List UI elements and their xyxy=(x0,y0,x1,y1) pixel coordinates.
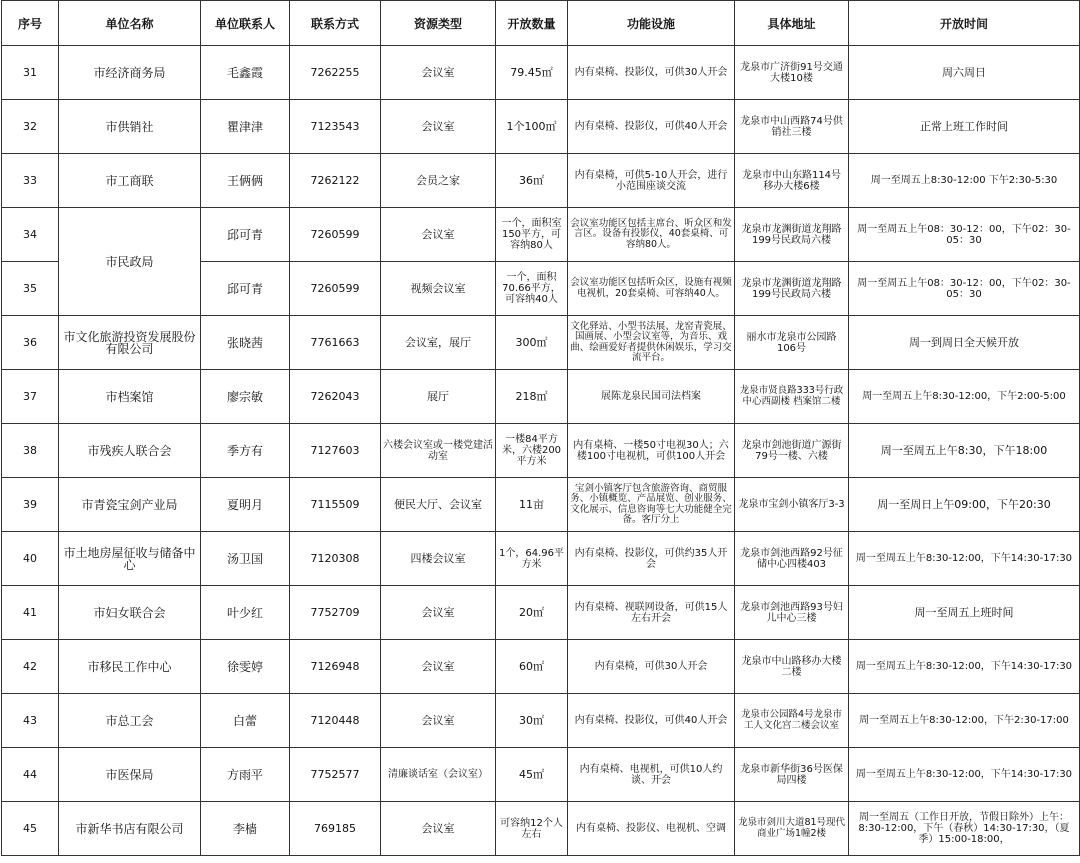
header-contact: 单位联系人 xyxy=(201,1,290,46)
table-row xyxy=(2,316,1080,370)
header-hours: 开放时间 xyxy=(849,1,1080,46)
row-qty: 300㎡ xyxy=(496,316,568,370)
row-hours: 周六周日 xyxy=(849,46,1080,100)
row-phone: 7120308 xyxy=(290,532,381,586)
row-no: 41 xyxy=(2,586,59,640)
row-phone: 7752577 xyxy=(290,748,381,802)
row-type: 会议室 xyxy=(381,208,496,262)
row-hours: 周一至周五上午08：30-12：00，下午02：30-05：30 xyxy=(849,262,1080,316)
row-address: 龙泉市剑池西路92号征储中心四楼403 xyxy=(735,532,849,586)
table-row xyxy=(2,532,1080,586)
row-hours: 周一至周五上8:30-12:00 下午2:30-5:30 xyxy=(849,154,1080,208)
row-unit: 市医保局 xyxy=(59,748,201,802)
table-row xyxy=(2,478,1080,532)
row-facility: 宝剑小镇客厅包含旅游咨询、商贸服务、小镇概览、产品展览、创业服务、文化展示、信息咨询等七大功能健全完备。客厅分上 xyxy=(568,478,735,532)
row-phone: 7115509 xyxy=(290,478,381,532)
table-row xyxy=(2,424,1080,478)
row-unit: 市妇女联合会 xyxy=(59,586,201,640)
row-address: 龙泉市贤良路333号行政中心西副楼 档案馆二楼 xyxy=(735,370,849,424)
header-facility: 功能设施 xyxy=(568,1,735,46)
row-address: 龙泉市中山路移办大楼二楼 xyxy=(735,640,849,694)
row-hours: 周一至周五上午8:30，下午18:00 xyxy=(849,424,1080,478)
row-hours: 周一至周日上午09:00，下午20:30 xyxy=(849,478,1080,532)
row-qty: 1个100㎡ xyxy=(496,100,568,154)
header-phone: 联系方式 xyxy=(290,1,381,46)
row-phone: 7260599 xyxy=(290,262,381,316)
row-type: 会议室，展厅 xyxy=(381,316,496,370)
header-unit: 单位名称 xyxy=(59,1,201,46)
row-no: 31 xyxy=(2,46,59,100)
row-hours: 周一至周五上班时间 xyxy=(849,586,1080,640)
row-hours: 正常上班工作时间 xyxy=(849,100,1080,154)
row-unit: 市土地房屋征收与储备中心 xyxy=(59,532,201,586)
row-unit: 市工商联 xyxy=(59,154,201,208)
row-qty: 1个，64.96平方米 xyxy=(496,532,568,586)
row-qty: 36㎡ xyxy=(496,154,568,208)
row-hours: 周一至周五上午8:30-12:00，下午2:00-5:00 xyxy=(849,370,1080,424)
row-no: 35 xyxy=(2,262,59,316)
row-address: 龙泉市中山西路74号供销社三楼 xyxy=(735,100,849,154)
row-type: 会议室 xyxy=(381,100,496,154)
header-row xyxy=(2,1,1080,46)
row-contact: 叶少红 xyxy=(201,586,290,640)
row-type: 会议室 xyxy=(381,586,496,640)
row-qty: 一个，面积室150平方，可容纳80人 xyxy=(496,208,568,262)
row-qty: 一楼84平方米，六楼200平方米 xyxy=(496,424,568,478)
row-qty: 30㎡ xyxy=(496,694,568,748)
row-facility: 会议室功能区包括听众区，设施有视频电视机，20套桌椅、可容纳40人。 xyxy=(568,262,735,316)
row-phone: 7752709 xyxy=(290,586,381,640)
row-no: 36 xyxy=(2,316,59,370)
row-address: 龙泉市宝剑小镇客厅3-3 xyxy=(735,478,849,532)
row-no: 34 xyxy=(2,208,59,262)
row-type: 视频会议室 xyxy=(381,262,496,316)
row-phone: 7127603 xyxy=(290,424,381,478)
row-address: 丽水市龙泉市公园路106号 xyxy=(735,316,849,370)
row-contact: 徐雯婷 xyxy=(201,640,290,694)
row-no: 42 xyxy=(2,640,59,694)
row-address: 龙泉市公园路4号龙泉市工人文化宫二楼会议室 xyxy=(735,694,849,748)
row-unit: 市供销社 xyxy=(59,100,201,154)
row-type: 六楼会议室或一楼党建活动室 xyxy=(381,424,496,478)
row-contact: 邱可青 xyxy=(201,262,290,316)
row-phone: 7262255 xyxy=(290,46,381,100)
table-row xyxy=(2,100,1080,154)
row-phone: 7262122 xyxy=(290,154,381,208)
table-row xyxy=(2,694,1080,748)
row-hours: 周一至周五上午08：30-12：00，下午02：30-05：30 xyxy=(849,208,1080,262)
row-phone: 769185 xyxy=(290,802,381,856)
row-unit: 市经济商务局 xyxy=(59,46,201,100)
row-phone: 7761663 xyxy=(290,316,381,370)
row-contact: 汤卫国 xyxy=(201,532,290,586)
row-type: 会议室 xyxy=(381,46,496,100)
row-facility: 内有桌椅、投影仪，可供40人开会 xyxy=(568,694,735,748)
row-address: 龙泉市新华街36号医保局四楼 xyxy=(735,748,849,802)
row-hours: 周一至周五上午8:30-12:00，下午2:30-17:00 xyxy=(849,694,1080,748)
row-facility: 内有桌椅、一楼50寸电视30人；六楼100寸电视机，可供100人开会 xyxy=(568,424,735,478)
row-type: 会议室 xyxy=(381,802,496,856)
row-unit: 市残疾人联合会 xyxy=(59,424,201,478)
row-qty: 可容纳12个人左右 xyxy=(496,802,568,856)
row-type: 四楼会议室 xyxy=(381,532,496,586)
row-type: 会员之家 xyxy=(381,154,496,208)
row-contact: 瞿津津 xyxy=(201,100,290,154)
row-contact: 王俩俩 xyxy=(201,154,290,208)
row-unit: 市总工会 xyxy=(59,694,201,748)
row-facility: 内有桌椅、投影仪，可供约35人开会 xyxy=(568,532,735,586)
header-no: 序号 xyxy=(2,1,59,46)
row-no: 39 xyxy=(2,478,59,532)
row-type: 展厅 xyxy=(381,370,496,424)
row-address: 龙泉市中山东路114号移办大楼6楼 xyxy=(735,154,849,208)
row-qty: 11亩 xyxy=(496,478,568,532)
row-hours: 周一到周日全天候开放 xyxy=(849,316,1080,370)
row-contact: 夏明月 xyxy=(201,478,290,532)
row-type: 会议室 xyxy=(381,694,496,748)
row-address: 龙泉市龙渊街道龙翔路199号民政局六楼 xyxy=(735,262,849,316)
row-contact: 季方有 xyxy=(201,424,290,478)
row-address: 龙泉市广济街91号交通大楼10楼 xyxy=(735,46,849,100)
row-unit: 市文化旅游投资发展股份有限公司 xyxy=(59,316,201,370)
row-facility: 内有桌椅、投影仪、电视机、空调 xyxy=(568,802,735,856)
row-phone: 7262043 xyxy=(290,370,381,424)
row-facility: 内有桌椅，可供5-10人开会，进行小范围座谈交流 xyxy=(568,154,735,208)
row-qty: 45㎡ xyxy=(496,748,568,802)
header-qty: 开放数量 xyxy=(496,1,568,46)
row-qty: 20㎡ xyxy=(496,586,568,640)
table-row xyxy=(2,802,1080,856)
row-no: 40 xyxy=(2,532,59,586)
table-row xyxy=(2,154,1080,208)
row-no: 38 xyxy=(2,424,59,478)
row-phone: 7120448 xyxy=(290,694,381,748)
row-no: 37 xyxy=(2,370,59,424)
row-unit: 市移民工作中心 xyxy=(59,640,201,694)
header-address: 具体地址 xyxy=(735,1,849,46)
table-row xyxy=(2,586,1080,640)
row-hours: 周一至周五上午8:30-12:00，下午14:30-17:30 xyxy=(849,748,1080,802)
row-address: 龙泉市剑池街道广源街79号一楼、六楼 xyxy=(735,424,849,478)
row-contact: 邱可青 xyxy=(201,208,290,262)
table-row xyxy=(2,640,1080,694)
row-facility: 内有桌椅，可供30人开会 xyxy=(568,640,735,694)
row-contact: 廖宗敏 xyxy=(201,370,290,424)
row-qty: 79.45㎡ xyxy=(496,46,568,100)
row-qty: 一个，面积70.66平方，可容纳40人 xyxy=(496,262,568,316)
row-type: 会议室 xyxy=(381,640,496,694)
row-qty: 60㎡ xyxy=(496,640,568,694)
row-address: 龙泉市龙渊街道龙翔路199号民政局六楼 xyxy=(735,208,849,262)
row-address: 龙泉市剑川大道81号现代商业广场1幢2楼 xyxy=(735,802,849,856)
row-no: 44 xyxy=(2,748,59,802)
table-row xyxy=(2,370,1080,424)
header-type: 资源类型 xyxy=(381,1,496,46)
row-facility: 会议室功能区包括主席台、听众区和发言区。设备有投影仪，40套桌椅、可容纳80人。 xyxy=(568,208,735,262)
table-row xyxy=(2,208,1080,262)
row-unit: 市民政局 xyxy=(59,208,201,316)
row-contact: 李樯 xyxy=(201,802,290,856)
row-unit: 市档案馆 xyxy=(59,370,201,424)
row-no: 32 xyxy=(2,100,59,154)
row-facility: 内有桌椅、视联网设备，可供15人左右开会 xyxy=(568,586,735,640)
table-row xyxy=(2,46,1080,100)
row-phone: 7126948 xyxy=(290,640,381,694)
row-facility: 内有桌椅、投影仪，可供30人开会 xyxy=(568,46,735,100)
row-hours: 周一至周五（工作日开放，节假日除外）上午：8:30-12:00，下午（春秋）14:30-17:30，（夏季）15:00-18:00， xyxy=(849,802,1080,856)
row-contact: 毛鑫霞 xyxy=(201,46,290,100)
row-hours: 周一至周五上午8:30-12:00，下午14:30-17:30 xyxy=(849,640,1080,694)
row-facility: 内有桌椅、电视机，可供10人约谈、开会 xyxy=(568,748,735,802)
row-facility: 文化驿站、小型书法展、龙窑青瓷展、国画展、小型会议室等，为音乐、戏曲、绘画爱好者提供休闲娱乐，学习交流平台。 xyxy=(568,316,735,370)
row-phone: 7260599 xyxy=(290,208,381,262)
resource-table xyxy=(1,0,1080,856)
row-no: 45 xyxy=(2,802,59,856)
row-address: 龙泉市剑池西路93号妇儿中心三楼 xyxy=(735,586,849,640)
row-type: 清廉谈话室（会议室） xyxy=(381,748,496,802)
row-qty: 218㎡ xyxy=(496,370,568,424)
row-contact: 张晓茜 xyxy=(201,316,290,370)
row-contact: 方雨平 xyxy=(201,748,290,802)
row-phone: 7123543 xyxy=(290,100,381,154)
row-no: 33 xyxy=(2,154,59,208)
row-facility: 内有桌椅、投影仪，可供40人开会 xyxy=(568,100,735,154)
row-contact: 白蕾 xyxy=(201,694,290,748)
table-row xyxy=(2,748,1080,802)
row-unit: 市新华书店有限公司 xyxy=(59,802,201,856)
row-type: 便民大厅、会议室 xyxy=(381,478,496,532)
row-facility: 展陈龙泉民国司法档案 xyxy=(568,370,735,424)
row-unit: 市青瓷宝剑产业局 xyxy=(59,478,201,532)
row-hours: 周一至周五上午8:30-12:00，下午14:30-17:30 xyxy=(849,532,1080,586)
row-no: 43 xyxy=(2,694,59,748)
